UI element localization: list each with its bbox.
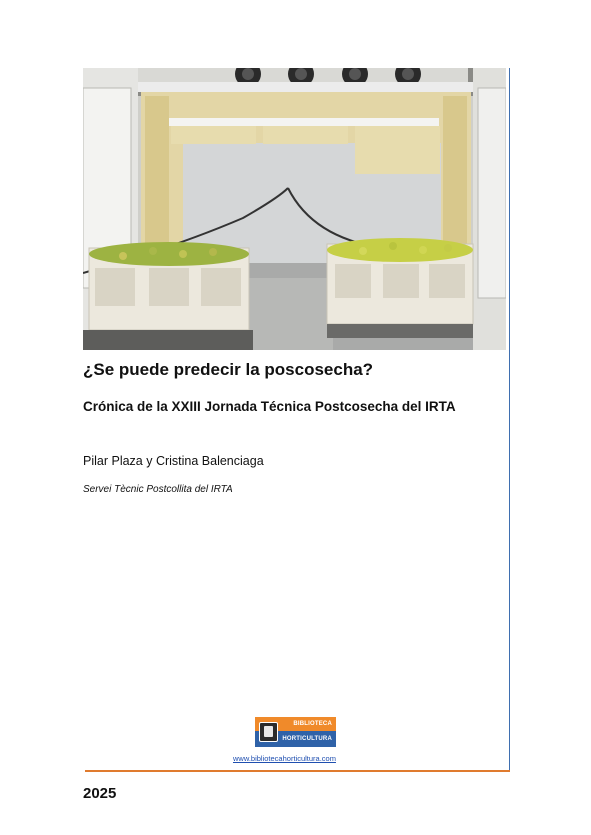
publication-year: 2025: [83, 785, 117, 802]
logo-line1: BIBLIOTECA: [293, 721, 332, 727]
biblioteca-horticultura-logo: [255, 717, 336, 747]
cover-photo: [83, 68, 506, 350]
document-title: ¿Se puede predecir la poscosecha?: [83, 360, 374, 379]
affiliation: Servei Tècnic Postcollita del IRTA: [83, 484, 233, 495]
page-frame-bottom: [85, 770, 510, 772]
logo-line2: HORTICULTURA: [282, 736, 332, 742]
website-link[interactable]: www.bibliotecahorticultura.com: [233, 754, 336, 763]
page-frame-right: [509, 68, 510, 771]
authors: Pilar Plaza y Cristina Balenciaga: [83, 454, 264, 468]
book-icon: [259, 722, 278, 742]
document-subtitle: Crónica de la XXIII Jornada Técnica Postcosecha del IRTA: [83, 399, 456, 414]
